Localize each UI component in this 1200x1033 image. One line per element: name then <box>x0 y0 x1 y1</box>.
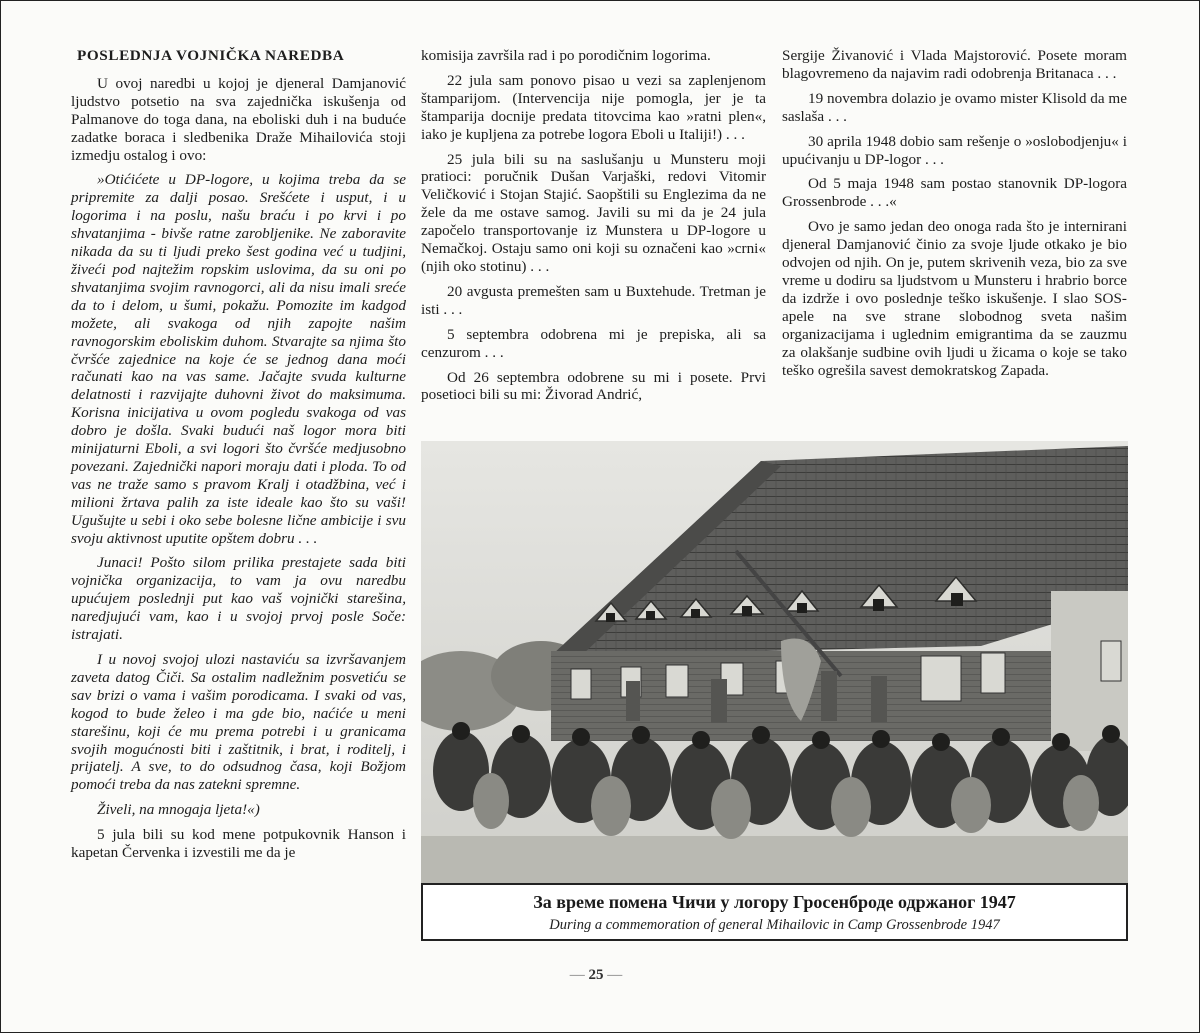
caption-english: During a commemoration of general Mihailovic in Camp Grossenbrode 1947 <box>549 917 1000 933</box>
paragraph-continued: komisija završila rad i po porodičnim logorima. <box>421 47 711 64</box>
column-middle <box>421 47 766 411</box>
paragraph: U ovoj naredbi u kojoj je djeneral Damjanović ljudstvo potsetio na sva zajednička iskušenja od Palmanove do toga dana, na eboliski duh i na buduće zadatke boraca i sledbenika Draže Mihailovića stoji izmedju ostalog i ovo: <box>71 74 406 164</box>
quote-paragraph: »Otićićete u DP-logore, u kojima treba da se pripremite za dalji posao. Srešćete i usput, i u logorima i na poslu, našu braću i po krvi i po shvatanjima - bivše ratne zarobljenike. Ne zaboravite nikada da su ti ljudi preko šest godina već u tudjini, živeći pod najtežim ropskim uslovima, da su oni po shvatanjima svojim ravnogorci, ali da nisu imali sreće da to i delom, u šumi, pokažu. Pomozite im kadgod možete, ali svakoga od njih zapojte našim ravnogorskim eboliskim duhom. Stvarajte sa njima što čvršće zajednice na koje će se jednog dana moći računati kao na vas same. Jačajte svuda kulturne delatnosti i razvijajte duhovni život do maksimuma. Korisna inicijativa u ovom pogledu svakoga od vas dobro je došla. Svaki budući naš logor mora biti minijaturni Eboli, a svi logori što čvršće medjusobno povezani. Zajednički napori moraju dati i ploda. To od vas ne traže samo s pravom Kralj i otadžbina, već i milioni žrtava palih za iste ideale kao što su vaši! Ugušujte u sebi i oko sebe bolesne lične ambicije i svu svoju aktivnost uputite opštem dobru . . . <box>71 171 406 547</box>
paragraph: 5 septembra odobrena mi je prepiska, ali sa cenzurom . . . <box>421 325 766 361</box>
paragraph: 5 jula bili su kod mene potpukovnik Hanson i kapetan Červenka i izvestili me da je <box>71 826 406 862</box>
commemoration-photo <box>421 441 1128 883</box>
quote-paragraph: Junaci! Pošto silom prilika prestajete sada biti vojnička organizacija, to vam ja ovu naredbu upućujem poslednji put kao vaš vojnički starešina, naredjujući vam, kao i u svojoj prvoj posle Soče: istrajati. <box>71 554 406 644</box>
page-dash-left: — <box>569 967 585 983</box>
figure <box>421 441 1128 941</box>
figure-caption <box>421 883 1128 941</box>
paragraph: 25 jula bili su na saslušanju u Munsteru moji pratioci: poručnik Dušan Varjaški, redovi Vitomir Veličković i Stojan Stajić. Saopštili su Englezima da ne žele da me ostave samog. Javili su mi da je 24 jula započelo transportovanje iz Munstera u DP-logore u Nemačkoj. Ostaju samo oni koji su označeni kao »crni« (njih oko stotinu) . . . <box>421 150 766 275</box>
page-dash-right: — <box>607 967 623 983</box>
paragraph: Ovo je samo jedan deo onoga rada što je internirani djeneral Damjanović činio za svoje ljude otkako je bio odvojen od njih. On je, putem skrivenih veza, bio za sve vreme u dodiru sa ljudstvom u Munsteru i hrabrio borce da izdrže i ovo poslednje teško iskušenje. I slao SOS-apele na sve strane slobodnog sveta našim organizacijama i uglednim emigrantima da se zauzmu za olakšanje sudbine ovih ljudi u žicama o koje se tako teško ogrešila savest demokratskog Zapada. <box>782 218 1127 379</box>
page-number <box>556 967 636 984</box>
caption-cyrillic: За време помена Чичи у логору Гросенброде одржаног 1947 <box>533 892 1016 912</box>
page-number-value: 25 <box>588 967 604 983</box>
column-right <box>782 47 1127 386</box>
quote-paragraph: Živeli, na mnogaja ljeta!«) <box>97 801 260 819</box>
quote-paragraph: I u novoj svojoj ulozi nastaviću sa izvršavanjem zaveta datog Čiči. Sa ostalim nadležnim posvetiću se sav brizi o vama i vašim porodicama. I svaki od vas, kogod to bude želeo i ma gde bio, naćiće u meni starešinu, koji će mu prema potrebi i u granicama svojih mogućnosti biti i zaštitnik, i brat, i roditelj, i prijatelj. A sve, to do odsudnog časa, koji Božjom pomoći treba da nas zatekni spremne. <box>71 651 406 794</box>
paragraph: 19 novembra dolazio je ovamo mister Klisold da me saslaša . . . <box>782 89 1127 125</box>
section-heading: POSLEDNJA VOJNIČKA NAREDBA <box>77 47 345 64</box>
paragraph: 20 avgusta premešten sam u Buxtehude. Tretman je isti . . . <box>421 282 766 318</box>
column-left <box>71 47 406 869</box>
paragraph: Od 26 septembra odobrene su mi i posete. Prvi posetioci bili su mi: Živorad Andrić, <box>421 368 766 404</box>
paragraph: 30 aprila 1948 dobio sam rešenje o »oslobodjenju« i upućivanju u DP-logor . . . <box>782 132 1127 168</box>
paragraph: Od 5 maja 1948 sam postao stanovnik DP-logora Grossenbrode . . .« <box>782 175 1127 211</box>
paragraph: 22 jula sam ponovo pisao u vezi sa zaplenjenom štamparijom. (Intervencija nije pomogla, jer je ta štamparija docnije predata titovcima kao »ratni plen«, iako je kupljena za potrebe logora Eboli u Italiji!) . . . <box>421 71 766 143</box>
paragraph-continued: Sergije Živanović i Vlada Majstorović. Posete moram blagovremeno da najavim radi odobrenja Britanaca . . . <box>782 47 1127 82</box>
